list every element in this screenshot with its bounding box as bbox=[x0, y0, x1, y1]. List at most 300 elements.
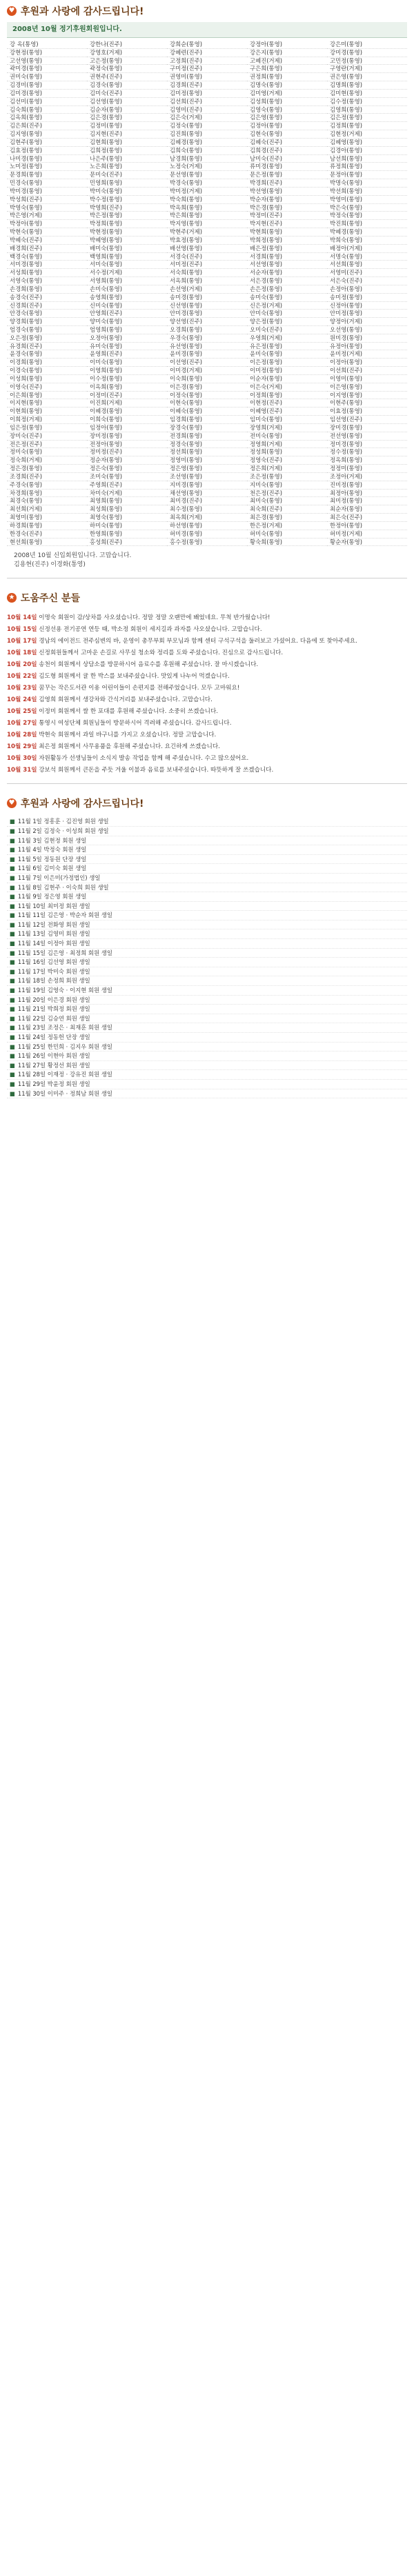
donor-name: 이성희(통영) bbox=[7, 375, 87, 383]
donor-name: 최성희(통영) bbox=[87, 505, 167, 514]
donor-name: 이미숙(통영) bbox=[87, 359, 167, 367]
donor-name: 정숙희(거제) bbox=[7, 456, 87, 465]
bullet-icon: ■ bbox=[10, 1080, 15, 1087]
divider bbox=[7, 783, 407, 784]
donor-name: 임정아(통영) bbox=[87, 424, 167, 432]
birthday-text: 11월 25일 한민희 · 김지우 회원 생일 bbox=[17, 1043, 112, 1050]
donor-name: 나은주(통영) bbox=[87, 155, 167, 163]
event-item bbox=[7, 636, 407, 646]
donor-name: 최수정(통영) bbox=[167, 505, 247, 514]
donor-name: 이정희(통영) bbox=[247, 392, 327, 400]
donor-name: 김영희(통영) bbox=[327, 106, 407, 114]
heart-icon: ♥ bbox=[7, 798, 17, 808]
donor-name: 박미정(거제) bbox=[167, 188, 247, 196]
bullet-icon: ■ bbox=[10, 827, 15, 834]
donor-name: 원미경(통영) bbox=[327, 334, 407, 343]
donor-name: 박혜경(통영) bbox=[327, 228, 407, 237]
donor-name: 정순자(통영) bbox=[87, 456, 167, 465]
donor-name: 양정아(거제) bbox=[327, 318, 407, 326]
donor-name: 신정아(통영) bbox=[327, 302, 407, 310]
donor-name: 박은숙(통영) bbox=[327, 204, 407, 212]
birthday-item bbox=[7, 836, 407, 846]
event-item bbox=[7, 625, 407, 634]
donor-name: 정성희(통영) bbox=[247, 448, 327, 456]
donor-name: 안미경(통영) bbox=[167, 310, 247, 318]
donor-name: 안미정(통영) bbox=[327, 310, 407, 318]
donor-name: 임은정(통영) bbox=[7, 424, 87, 432]
donor-name: 장미정(통영) bbox=[87, 432, 167, 441]
donor-name: 김정아(통영) bbox=[247, 122, 327, 130]
donor-name: 장경숙(통영) bbox=[167, 424, 247, 432]
bullet-icon: ■ bbox=[10, 893, 15, 900]
donor-name: 하경희(통영) bbox=[7, 522, 87, 530]
donor-name: 박은영(거제) bbox=[7, 212, 87, 220]
donor-name: 박미경(통영) bbox=[7, 188, 87, 196]
donor-name: 김미정(통영) bbox=[167, 90, 247, 98]
event-list bbox=[7, 613, 407, 775]
donor-name: 유은정(통영) bbox=[247, 343, 327, 351]
bullet-icon: ■ bbox=[10, 940, 15, 947]
birthday-text: 11월 1일 정흥훈 · 김진영 회원 생일 bbox=[17, 818, 109, 825]
donor-name: 서은숙(진주) bbox=[327, 277, 407, 285]
birthday-text: 11월 27일 황정선 회원 생일 bbox=[17, 1061, 90, 1069]
bullet-icon: ■ bbox=[10, 1034, 15, 1040]
donor-name: 배경희(진주) bbox=[7, 245, 87, 253]
donor-name: 최순자(통영) bbox=[327, 505, 407, 514]
donor-name: 나미경(통영) bbox=[7, 155, 87, 163]
event-date: 10월 27일 bbox=[7, 720, 37, 727]
birthday-text: 11월 28일 이재정 · 강유진 회원 생일 bbox=[17, 1071, 112, 1078]
bullet-icon: ■ bbox=[10, 1061, 15, 1069]
donor-name: 이옥희(통영) bbox=[87, 383, 167, 392]
donor-name: 박순자(통영) bbox=[247, 196, 327, 204]
birthday-text: 11월 18일 손정희 회원 생일 bbox=[17, 977, 90, 985]
donor-name: 윤미숙(통영) bbox=[247, 350, 327, 359]
event-date: 10월 23일 bbox=[7, 685, 37, 692]
donor-name: 김은희(진주) bbox=[7, 122, 87, 130]
birthday-text: 11월 7일 이은미(가정법인) 생일 bbox=[17, 874, 101, 881]
donor-name: 양경희(통영) bbox=[7, 318, 87, 326]
donor-name: 김은정(통영) bbox=[327, 114, 407, 122]
birthday-text: 11월 23일 조정은 · 최재훈 회원 생일 bbox=[17, 1024, 112, 1032]
bullet-icon: ■ bbox=[10, 874, 15, 881]
donor-name: 서영희(통영) bbox=[87, 277, 167, 285]
birthday-text: 11월 17일 박미숙 회원 생일 bbox=[17, 967, 90, 975]
bullet-icon: ■ bbox=[10, 920, 15, 928]
bullet-icon: ■ bbox=[10, 958, 15, 966]
donor-name: 신은정(거제) bbox=[247, 302, 327, 310]
donor-name: 홍수정(통영) bbox=[167, 539, 247, 547]
donor-name: 유정아(통영) bbox=[327, 343, 407, 351]
donor-name: 이정미(진주) bbox=[87, 392, 167, 400]
donor-name: 곽미경(통영) bbox=[7, 65, 87, 73]
donor-name: 권현주(진주) bbox=[87, 73, 167, 81]
donor-name: 배정아(거제) bbox=[327, 245, 407, 253]
birthday-text: 11월 15일 김은영 · 최정희 회원 생일 bbox=[17, 949, 112, 956]
donor-name: 김순자(통영) bbox=[87, 106, 167, 114]
donor-name: 강현정(통영) bbox=[7, 49, 87, 57]
donor-name: 박영숙(통영) bbox=[7, 204, 87, 212]
birthday-item bbox=[7, 958, 407, 967]
donor-name: 배미숙(통영) bbox=[87, 245, 167, 253]
donor-name: 이영희(통영) bbox=[87, 367, 167, 375]
donor-name: 박미숙(통영) bbox=[87, 188, 167, 196]
donor-name: 박은희(통영) bbox=[167, 212, 247, 220]
donor-name: 윤영희(진주) bbox=[87, 350, 167, 359]
birthday-item bbox=[7, 929, 407, 939]
donor-name: 박현정(통영) bbox=[87, 228, 167, 237]
donor-name: 서경희(통영) bbox=[247, 253, 327, 261]
donor-name: 최미정(통영) bbox=[327, 497, 407, 505]
donor-name: 손은정(통영) bbox=[247, 285, 327, 294]
donor-name: 김현희(통영) bbox=[87, 139, 167, 147]
donor-name: 서숙희(통영) bbox=[167, 269, 247, 277]
donor-name: 민경숙(통영) bbox=[7, 179, 87, 188]
donor-name: 박진희(통영) bbox=[327, 220, 407, 228]
donor-name: 박현숙(통영) bbox=[7, 228, 87, 237]
donor-name: 이은희(통영) bbox=[7, 392, 87, 400]
birthday-item bbox=[7, 827, 407, 836]
donor-name: 엄경숙(통영) bbox=[7, 326, 87, 334]
donor-name: 서순자(통영) bbox=[247, 269, 327, 277]
donor-name: 강정아(통영) bbox=[247, 41, 327, 49]
donor-name: 이미정(통영) bbox=[247, 367, 327, 375]
donor-name: 서선희(통영) bbox=[327, 261, 407, 269]
event-item bbox=[7, 695, 407, 705]
donor-name: 김옥희(통영) bbox=[7, 114, 87, 122]
donor-name: 박혜숙(진주) bbox=[7, 237, 87, 245]
donor-name: 박정미(진주) bbox=[247, 212, 327, 220]
thanks-header bbox=[0, 792, 414, 814]
donor-name: 전경희(통영) bbox=[167, 432, 247, 441]
birthday-text: 11월 10일 최미정 회원 생일 bbox=[17, 902, 90, 909]
donor-name: 이숙희(통영) bbox=[167, 375, 247, 383]
donor-name: 김명숙(통영) bbox=[247, 81, 327, 90]
donor-name: 정영숙(진주) bbox=[247, 456, 327, 465]
donors-section bbox=[0, 0, 414, 570]
donor-name: 김영미(진주) bbox=[167, 106, 247, 114]
donor-name: 박지영(통영) bbox=[167, 220, 247, 228]
birthday-item bbox=[7, 855, 407, 865]
donor-name: 구미정(진주) bbox=[167, 65, 247, 73]
event-text: 경남의 에이전드 전주심변의 바, 운영이 총무부회 부모님과 함께 센터 구석구석을 둘러보고 가셨어요. 다음에 또 찾아주세요. bbox=[37, 638, 357, 645]
donor-name: 송미경(통영) bbox=[167, 294, 247, 302]
donor-name: 김지현(진주) bbox=[87, 130, 167, 139]
bullet-icon: ■ bbox=[10, 967, 15, 975]
birthday-item bbox=[7, 1089, 407, 1099]
birthday-text: 11월 4일 박정숙 회원 생일 bbox=[17, 846, 87, 854]
donor-name: 이혜영(진주) bbox=[247, 407, 327, 416]
donor-name: 서영미(진주) bbox=[327, 269, 407, 277]
donor-name: 김수정(통영) bbox=[327, 98, 407, 106]
event-text: 통영시 여성단체 회원님들이 방문하시어 격려해 주셨습니다. 감사드립니다. bbox=[37, 720, 232, 727]
donor-name: 노정숙(거제) bbox=[167, 163, 247, 171]
donor-name: 최옥희(거제) bbox=[167, 514, 247, 522]
birthday-text: 11월 14일 이정아 회원 생일 bbox=[17, 940, 90, 947]
birthday-text: 11월 6일 김미숙 회원 생일 bbox=[17, 865, 87, 872]
thanks-title: 후원과 사랑에 감사드립니다! bbox=[21, 798, 144, 810]
donor-name: 송미숙(통영) bbox=[247, 294, 327, 302]
event-item bbox=[7, 765, 407, 775]
event-date: 10월 20일 bbox=[7, 661, 37, 669]
birthday-item bbox=[7, 1070, 407, 1080]
event-date: 10월 31일 bbox=[7, 767, 37, 774]
donor-name: 신경희(진주) bbox=[7, 302, 87, 310]
event-date: 10월 29일 bbox=[7, 743, 37, 751]
donor-name: 정은경(통영) bbox=[7, 465, 87, 473]
donor-name: 오정아(통영) bbox=[87, 334, 167, 343]
donor-name: 우영희(거제) bbox=[247, 334, 327, 343]
donor-name: 최숙희(진주) bbox=[247, 505, 327, 514]
donor-name: 전은정(진주) bbox=[7, 441, 87, 449]
event-text: 송천이 회원께서 상담소를 방문하시어 음료수를 후원해 주셨습니다. 잘 마시겠습니다. bbox=[37, 661, 259, 669]
donor-name: 차미숙(거제) bbox=[87, 490, 167, 498]
event-text: 이정미 회원께서 쌀 한 포대를 후원해 주셨습니다. 소중히 쓰겠습니다. bbox=[37, 708, 219, 716]
donor-name: 최경숙(통영) bbox=[7, 497, 87, 505]
donor-name: 김정희(통영) bbox=[327, 122, 407, 130]
donor-name: 황숙희(통영) bbox=[247, 539, 327, 547]
donor-name: 김영숙(통영) bbox=[247, 106, 327, 114]
bullet-icon: ■ bbox=[10, 855, 15, 863]
donor-name: 정은영(통영) bbox=[167, 465, 247, 473]
donor-name: 정선희(통영) bbox=[167, 448, 247, 456]
birthday-item bbox=[7, 817, 407, 827]
bullet-icon: ■ bbox=[10, 996, 15, 1003]
donor-name: 최영희(통영) bbox=[87, 497, 167, 505]
donor-name: 문미숙(진주) bbox=[87, 171, 167, 179]
birthday-item bbox=[7, 920, 407, 930]
donor-name: 김현정(거제) bbox=[327, 130, 407, 139]
donor-name: 신선영(통영) bbox=[167, 302, 247, 310]
birthday-text: 11월 21일 박희정 회원 생일 bbox=[17, 1005, 90, 1013]
donor-name: 이경숙(통영) bbox=[7, 367, 87, 375]
bullet-icon: ■ bbox=[10, 930, 15, 938]
donor-name: 허미정(거제) bbox=[327, 530, 407, 539]
donor-name: 최미숙(통영) bbox=[247, 497, 327, 505]
bullet-icon: ■ bbox=[10, 1043, 15, 1050]
donor-name: 이순자(통영) bbox=[247, 375, 327, 383]
donor-name: 최은경(통영) bbox=[247, 514, 327, 522]
donor-name: 주영희(진주) bbox=[87, 481, 167, 490]
donor-name: 김경아(통영) bbox=[327, 147, 407, 155]
events-header bbox=[0, 587, 414, 609]
birthday-text: 11월 19일 김영숙 · 이지현 회원 생일 bbox=[17, 987, 112, 994]
donor-name: 박성희(진주) bbox=[7, 196, 87, 204]
donor-name: 김경희(진주) bbox=[167, 81, 247, 90]
event-item bbox=[7, 648, 407, 658]
birthday-text: 11월 24일 정동헌 단장 생일 bbox=[17, 1034, 90, 1040]
donor-name: 문경희(통영) bbox=[7, 171, 87, 179]
donor-name: 박영미(통영) bbox=[327, 196, 407, 204]
event-item bbox=[7, 718, 407, 728]
donor-name: 안영희(진주) bbox=[87, 310, 167, 318]
donor-name: 장미숙(진주) bbox=[7, 432, 87, 441]
events-section bbox=[0, 587, 414, 775]
donor-name: 진미정(통영) bbox=[327, 481, 407, 490]
bullet-icon: ■ bbox=[10, 818, 15, 825]
donor-name: 구은희(통영) bbox=[247, 65, 327, 73]
donor-name: 김경숙(통영) bbox=[87, 81, 167, 90]
donor-name: 최영미(통영) bbox=[7, 514, 87, 522]
event-item bbox=[7, 742, 407, 752]
donor-name: 서은경(통영) bbox=[247, 277, 327, 285]
donor-name: 김혜숙(진주) bbox=[247, 139, 327, 147]
donor-name: 송영희(통영) bbox=[87, 294, 167, 302]
donor-name: 김지영(통영) bbox=[7, 130, 87, 139]
donor-name: 김미영(거제) bbox=[247, 90, 327, 98]
donor-name: 채선영(통영) bbox=[167, 490, 247, 498]
bullet-icon: ■ bbox=[10, 865, 15, 872]
donor-name: 고정희(진주) bbox=[167, 57, 247, 66]
donor-name: 정수정(통영) bbox=[327, 448, 407, 456]
donor-name: 이경희(통영) bbox=[7, 359, 87, 367]
donor-name: 김성희(통영) bbox=[247, 98, 327, 106]
donor-name: 강은지(통영) bbox=[247, 49, 327, 57]
birthday-text: 11월 12일 전화영 회원 생일 bbox=[17, 920, 90, 928]
event-date: 10월 15일 bbox=[7, 626, 37, 634]
donor-name: 강은미(통영) bbox=[327, 41, 407, 49]
donor-name: 이지영(통영) bbox=[327, 392, 407, 400]
donor-name: 윤미경(통영) bbox=[167, 350, 247, 359]
donor-name: 박경숙(통영) bbox=[167, 179, 247, 188]
birthday-text: 11월 5일 정동원 단장 생일 bbox=[17, 855, 87, 863]
donor-name: 권정희(통영) bbox=[247, 73, 327, 81]
donor-name: 박명숙(통영) bbox=[327, 179, 407, 188]
donor-name: 박은정(통영) bbox=[87, 212, 167, 220]
donor-name: 정영미(통영) bbox=[167, 456, 247, 465]
donor-name: 양선영(진주) bbox=[167, 318, 247, 326]
donor-name: 김선미(통영) bbox=[7, 98, 87, 106]
donor-name: 김선영(통영) bbox=[87, 98, 167, 106]
donor-name: 이선희(진주) bbox=[327, 367, 407, 375]
birthday-item bbox=[7, 976, 407, 986]
event-text: 자원활동가 선생님들이 소식지 발송 작업을 함께 해 주셨습니다. 수고 많으셨어요. bbox=[37, 755, 249, 763]
birthday-item bbox=[7, 949, 407, 958]
donor-name: 오경희(통영) bbox=[167, 326, 247, 334]
donor-name: 서성희(통영) bbox=[7, 269, 87, 277]
bullet-icon: ■ bbox=[10, 836, 15, 844]
event-text: 김영희 회원께서 생강차와 간식거리를 보내주셨습니다. 고맙습니다. bbox=[37, 696, 213, 704]
donor-name: 정미경(통영) bbox=[327, 441, 407, 449]
donor-name: 백경숙(통영) bbox=[7, 253, 87, 261]
donor-name: 김선희(진주) bbox=[167, 98, 247, 106]
donor-name: 고선영(통영) bbox=[7, 57, 87, 66]
donor-name: 조정아(거제) bbox=[327, 473, 407, 481]
donor-name: 구영란(거제) bbox=[327, 65, 407, 73]
donor-name: 김희경(진주) bbox=[247, 147, 327, 155]
donor-name: 이혜경(통영) bbox=[87, 407, 167, 416]
event-item bbox=[7, 672, 407, 681]
bullet-icon: ■ bbox=[10, 987, 15, 994]
donor-name: 이미경(거제) bbox=[167, 367, 247, 375]
event-item bbox=[7, 660, 407, 670]
donor-name: 정은희(거제) bbox=[247, 465, 327, 473]
birthday-item bbox=[7, 996, 407, 1005]
donor-name: 한경숙(진주) bbox=[7, 530, 87, 539]
donor-name: 이현주(통영) bbox=[327, 399, 407, 407]
donor-name: 이정숙(통영) bbox=[167, 392, 247, 400]
donor-name: 이은경(통영) bbox=[167, 383, 247, 392]
donor-name: 강한나(진주) bbox=[87, 41, 167, 49]
donor-name: 이은정(통영) bbox=[247, 359, 327, 367]
donor-name: 김정미(통영) bbox=[87, 122, 167, 130]
birthday-text: 11월 13일 김영미 회원 생일 bbox=[17, 930, 90, 938]
donor-name: 고은정(통영) bbox=[87, 57, 167, 66]
birthday-item bbox=[7, 1014, 407, 1024]
donor-name: 문선영(통영) bbox=[167, 171, 247, 179]
donor-name: 노미정(통영) bbox=[7, 163, 87, 171]
event-item bbox=[7, 707, 407, 716]
bullet-icon: ■ bbox=[10, 949, 15, 956]
donors-subtitle: 2008년 10월 정기후원회원입니다. bbox=[7, 22, 407, 38]
birthday-item bbox=[7, 1080, 407, 1089]
donor-name: 우경숙(통영) bbox=[167, 334, 247, 343]
donor-name: 윤경숙(통영) bbox=[7, 350, 87, 359]
event-text: 김도형 회원께서 귤 한 박스를 보내주셨습니다. 맛있게 나누어 먹겠습니다. bbox=[37, 673, 230, 681]
donor-name: 강희순(통영) bbox=[167, 41, 247, 49]
birthday-text: 11월 16일 김선영 회원 생일 bbox=[17, 958, 90, 966]
donor-name: 김혜영(통영) bbox=[327, 139, 407, 147]
donor-name: 손정아(통영) bbox=[327, 285, 407, 294]
event-date: 10월 22일 bbox=[7, 673, 37, 681]
donor-name: 김희숙(통영) bbox=[167, 147, 247, 155]
donor-name: 허미숙(통영) bbox=[247, 530, 327, 539]
birthday-item bbox=[7, 883, 407, 893]
donor-name: 손선영(거제) bbox=[167, 285, 247, 294]
birthday-item bbox=[7, 892, 407, 902]
donor-name: 김효정(통영) bbox=[7, 147, 87, 155]
donor-name: 황순자(통영) bbox=[327, 539, 407, 547]
new-members-box bbox=[7, 552, 407, 570]
donor-name: 박혜영(통영) bbox=[87, 237, 167, 245]
donor-name: 이희정(거제) bbox=[7, 416, 87, 424]
donor-name: 김은숙(거제) bbox=[167, 114, 247, 122]
donor-name: 박효정(통영) bbox=[167, 237, 247, 245]
event-date: 10월 25일 bbox=[7, 708, 37, 716]
donor-name: 이선영(진주) bbox=[167, 359, 247, 367]
donor-name: 김진희(통영) bbox=[167, 130, 247, 139]
donor-name: 최미경(진주) bbox=[167, 497, 247, 505]
donor-name: 이현숙(통영) bbox=[167, 399, 247, 407]
bullet-icon: ■ bbox=[10, 1089, 15, 1097]
donor-name: 하선영(통영) bbox=[167, 522, 247, 530]
donor-name: 안경숙(통영) bbox=[7, 310, 87, 318]
donor-name: 박수정(통영) bbox=[87, 196, 167, 204]
birthday-item bbox=[7, 939, 407, 949]
donor-name: 임경희(통영) bbox=[167, 416, 247, 424]
donor-name: 임선영(진주) bbox=[327, 416, 407, 424]
bullet-icon: ■ bbox=[10, 1052, 15, 1060]
donor-name: 유경희(진주) bbox=[7, 343, 87, 351]
donor-name: 주경숙(통영) bbox=[7, 481, 87, 490]
donor-name: 박현희(통영) bbox=[247, 228, 327, 237]
donor-name: 최영숙(통영) bbox=[87, 514, 167, 522]
donor-name: 박정아(통영) bbox=[7, 220, 87, 228]
donor-name: 곽정숙(통영) bbox=[87, 65, 167, 73]
donor-name: 이은영(통영) bbox=[327, 383, 407, 392]
donor-name: 김미현(통영) bbox=[327, 90, 407, 98]
donor-name: 이영숙(진주) bbox=[7, 383, 87, 392]
donor-name: 박영희(진주) bbox=[87, 204, 167, 212]
event-text: 이명숙 회원이 감/상차를 사오셨습니다. 정말 정말 오랜만에 봬었네요. 무척 반가웠습니다! bbox=[37, 614, 270, 622]
donor-name: 배선영(통영) bbox=[167, 245, 247, 253]
donor-name: 김현주(통영) bbox=[7, 139, 87, 147]
donor-name: 신미숙(통영) bbox=[87, 302, 167, 310]
donor-name: 박선영(통영) bbox=[247, 188, 327, 196]
birthday-text: 11월 26일 이현아 회원 생일 bbox=[17, 1052, 90, 1060]
donor-name: 서미경(통영) bbox=[7, 261, 87, 269]
donor-name: 권영미(통영) bbox=[167, 73, 247, 81]
